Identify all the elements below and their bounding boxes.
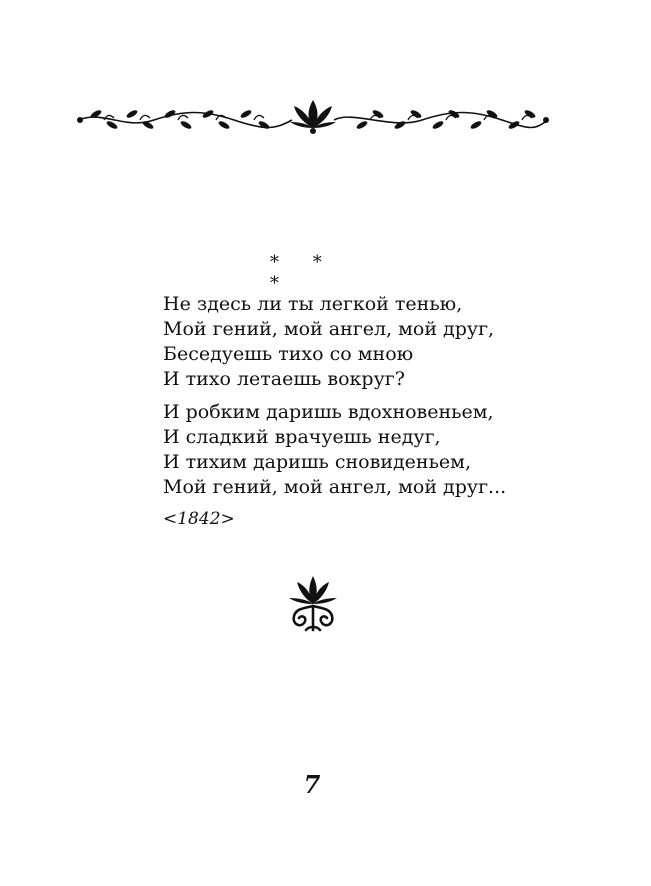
poem-line: Мой гений, мой ангел, мой друг...: [163, 476, 507, 498]
fleuron-icon: [284, 574, 342, 634]
poem-line: Беседуешь тихо со мною: [163, 343, 414, 365]
poem-date: <1842>: [163, 509, 235, 529]
poem-line: И тихо летаешь вокруг?: [163, 368, 405, 390]
poem-line: И тихим даришь сновиденьем,: [163, 451, 471, 473]
stanza-2: [163, 400, 506, 500]
poem-line: И робким даришь вдохновеньем,: [163, 401, 494, 423]
poem-line: И сладкий врачуешь недуг,: [163, 426, 441, 448]
poem-line: Не здесь ли ты легкой тенью,: [163, 293, 463, 315]
poem-line: Мой гений, мой ангел, мой друг,: [163, 318, 495, 340]
page-number: 7: [303, 770, 321, 799]
section-separator: * * *: [270, 252, 336, 294]
floral-vine-border-icon: [74, 96, 552, 138]
stanza-1: [163, 292, 494, 392]
